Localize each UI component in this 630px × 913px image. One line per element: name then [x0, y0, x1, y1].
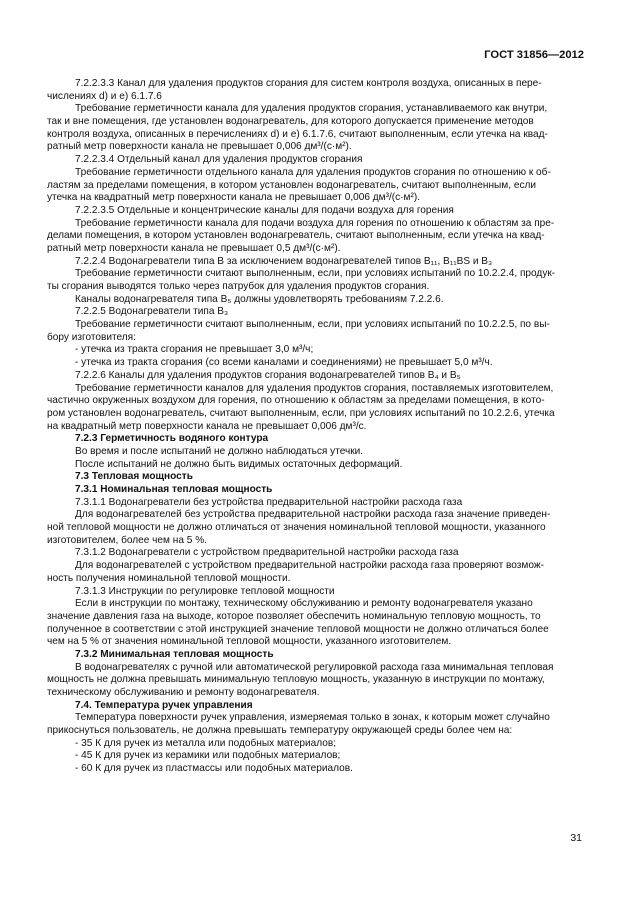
paragraph-first-line: 7.3.1.2 Водонагреватели с устройством предварительной настройки расхода газа — [75, 547, 459, 559]
paragraph-first-line: 7.3.1.1 Водонагреватели без устройства предварительной настройки расхода газа — [75, 496, 463, 508]
section-heading: 7.3.1 Номинальная тепловая мощность — [75, 484, 273, 495]
standard-designation: ГОСТ 31856—2012 — [484, 49, 584, 61]
section-heading: 7.3.2 Минимальная тепловая мощность — [75, 648, 274, 660]
paragraph-first-line: Требование герметичности каналов для удаления продуктов сгорания, поставляемых изготовителем, — [75, 382, 554, 394]
continuation-line: делами помещения, в котором установлен водонагреватель, считают выполненным, если утечка на квад- — [47, 230, 545, 242]
section-heading: 7.2.3 Герметичность водяного контура — [75, 433, 269, 445]
list-item: - 45 К для ручек из керамики или подобных материалов; — [75, 750, 341, 762]
paragraph-first-line: Если в инструкции по монтажу, техническому обслуживанию и ремонту водонагревателя указано — [75, 598, 533, 610]
paragraph-first-line: Температура поверхности ручек управления, измеряемая только в зонах, к которым может случайно — [75, 712, 550, 724]
continuation-line: утечка на квадратный метр поверхности канала не превышает 0,006 дм³/(с·м²). — [47, 192, 421, 204]
continuation-line: ратный метр поверхности канала не превышает 0,5 дм³/(с·м²). — [47, 242, 341, 254]
paragraph-first-line: Требование герметичности считают выполненным, если, при условиях испытаний по 10.2.2.4, продук- — [75, 268, 556, 280]
list-item: - 60 К для ручек из пластмассы или подобных материалов. — [75, 763, 353, 775]
paragraph-first-line: Требование герметичности канала для удаления продуктов сгорания, устанавливаемого как внутри, — [75, 103, 548, 115]
paragraph-first-line: 7.2.2.3.4 Отдельный канал для удаления продуктов сгорания — [75, 154, 363, 166]
continuation-line: частично окруженных воздухом для горения, по отношению к областям за пределами помещения, в кото- — [47, 395, 545, 407]
paragraph-first-line: Во время и после испытаний не должно наблюдаться утечки. — [75, 445, 364, 457]
continuation-line: техническому обслуживанию и ремонту водонагревателя. — [47, 687, 320, 698]
continuation-line: ром установлен водонагреватель, считают выполненным, если, при условиях испытаний по 10.2.2.6, утечка — [47, 407, 555, 419]
continuation-line: ратный метр поверхности канала не превышает 0,006 дм³/(с·м²). — [47, 141, 352, 153]
continuation-line: полученное в соответствии с этой инструкцией значение тепловой мощности не должно отличаться более — [47, 623, 549, 635]
section-heading: 7.3 Тепловая мощность — [75, 471, 193, 483]
paragraph-first-line: Требование герметичности считают выполненным, если, при условиях испытаний по 10.2.2.5, по вы- — [75, 319, 550, 331]
paragraph-first-line: Каналы водонагревателя типа В₅ должны удовлетворять требованиям 7.2.2.6. — [75, 293, 444, 305]
paragraph-first-line: 7.2.2.3.5 Отдельные и концентрические каналы для подачи воздуха для горения — [75, 204, 454, 216]
continuation-line: мощность не должна превышать минимальную тепловую мощность, указанную в инструкции по монтажу, — [47, 674, 545, 686]
continuation-line: ластям за пределами помещения, в котором установлен водонагреватель, считают выполненным, если — [47, 179, 537, 191]
list-item: - 35 К для ручек из металла или подобных материалов; — [75, 737, 337, 749]
paragraph-first-line: Для водонагревателей без устройства предварительной настройки расхода газа значение приведен- — [75, 509, 551, 521]
continuation-line: контроля воздуха, описанных в перечислениях d) и e) 6.1.7.6, считают выполненным, если утечка на квад- — [47, 128, 548, 140]
continuation-line: ной тепловой мощности не должно отличаться от значения номинальной тепловой мощности, указанного — [47, 522, 546, 534]
paragraph-first-line: 7.2.2.3.3 Канал для удаления продуктов сгорания для систем контроля воздуха, описанных в пере- — [75, 78, 542, 89]
paragraph-first-line: После испытаний не должно быть видимых остаточных деформаций. — [75, 458, 403, 470]
continuation-line: бору изготовителя: — [47, 331, 136, 343]
paragraph-first-line: Требование герметичности канала для подачи воздуха для горения по отношению к областям за пре- — [75, 217, 555, 229]
page-number: 31 — [570, 832, 582, 844]
continuation-line: ты сгорания выводятся только через патрубок для удаления продуктов сгорания. — [47, 281, 430, 292]
continuation-line: ность получения номинальной тепловой мощности. — [47, 572, 291, 584]
document-body — [47, 78, 583, 776]
list-item: - утечка из тракта сгорания не превышает 3,0 м³/ч; — [75, 344, 314, 356]
section-heading: 7.4. Температура ручек управления — [75, 699, 253, 711]
paragraph-first-line: 7.3.1.3 Инструкции по регулировке тепловой мощности — [75, 585, 335, 597]
paragraph-first-line: 7.2.2.6 Каналы для удаления продуктов сгорания водонагревателей типов В₄ и В₅ — [75, 369, 461, 381]
paragraph-first-line: В водонагревателях с ручной или автоматической регулировкой расхода газа минимальная тепловая — [75, 661, 554, 673]
continuation-line: изготовителем, более чем на 5 %. — [47, 534, 207, 546]
continuation-line: на квадратный метр поверхности канала не превышает 0,006 дм³/с. — [47, 420, 367, 432]
continuation-line: так и вне помещения, где установлен водонагреватель, для которого допускается применение методов — [47, 116, 534, 128]
paragraph-first-line: 7.2.2.4 Водонагреватели типа В за исключением водонагревателей типов В₁₁, В₁₁BS и В₃ — [75, 255, 493, 267]
list-item: - утечка из тракта сгорания (со всеми каналами и соединениями) не превышает 5,0 м³/ч. — [75, 357, 493, 369]
paragraph-first-line: Для водонагревателей с устройством предварительной настройки расхода газа проверяют возмож- — [75, 560, 544, 572]
paragraph-first-line: Требование герметичности отдельного канала для удаления продуктов сгорания по отношению к об- — [75, 166, 551, 178]
paragraph-first-line: 7.2.2.5 Водонагреватели типа В₃ — [75, 306, 229, 318]
continuation-line: значение давления газа на выходе, которое позволяет обеспечить номинальную тепловую мощность, то — [47, 610, 541, 622]
continuation-line: прикоснуться пользователь, не должна превышать температуру окружающей среды более чем на: — [47, 725, 513, 737]
continuation-line: числениях d) и e) 6.1.7.6 — [47, 90, 162, 102]
continuation-line: чем на 5 % от значения номинальной тепловой мощности, указанного изготовителем. — [47, 636, 452, 648]
